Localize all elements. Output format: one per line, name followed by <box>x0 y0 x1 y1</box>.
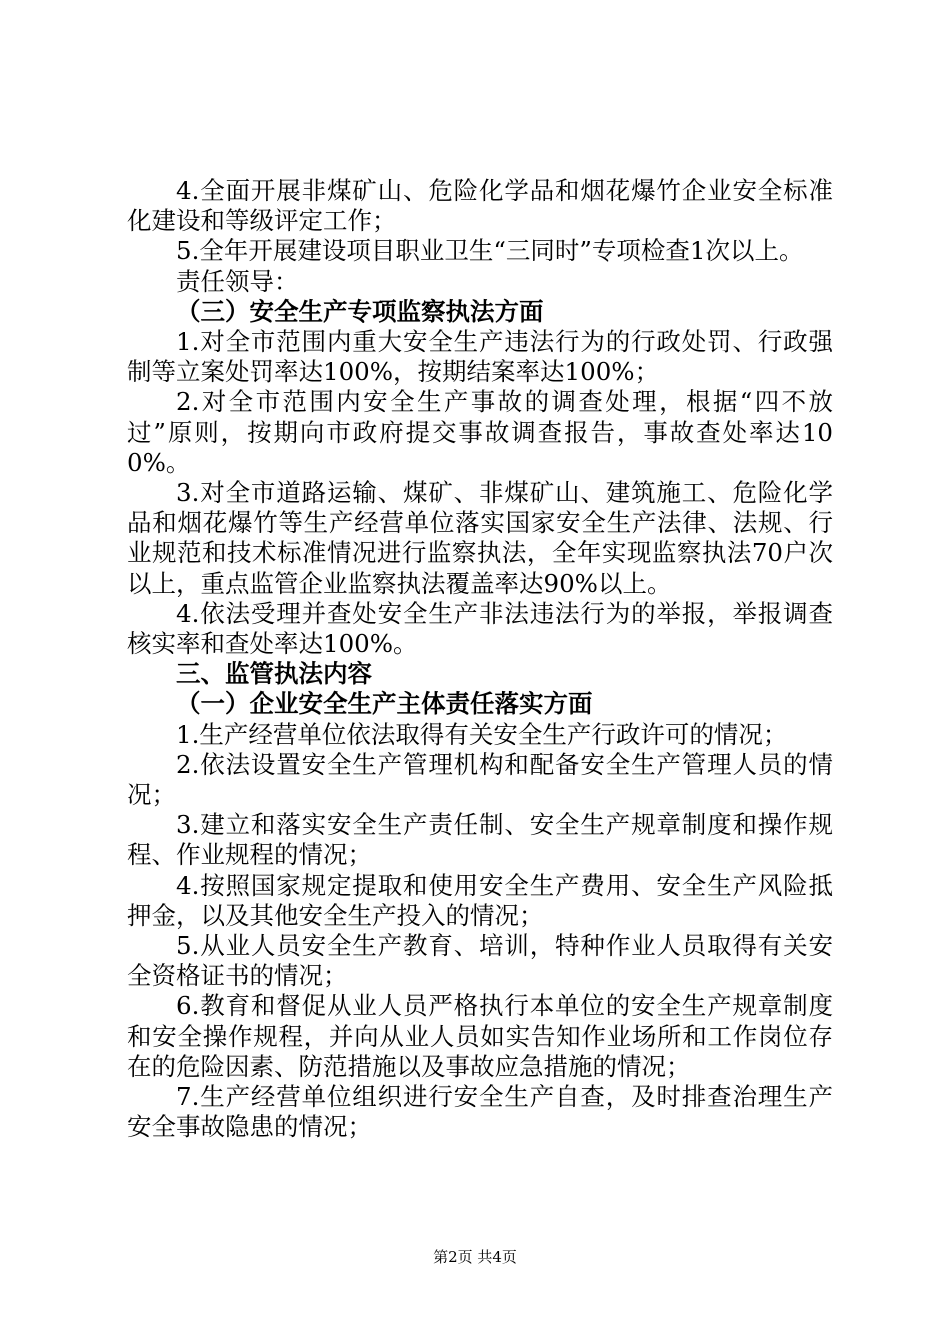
section-heading-supervision-content: 三、监管执法内容 <box>176 659 372 689</box>
paragraph-item-4-standardization: 4.全面开展非煤矿山、危险化学品和烟花爆竹企业安全标准化建设和等级评定工作； <box>127 176 833 236</box>
paragraph-responsibility-item-5: 5.从业人员安全生产教育、培训，特种作业人员取得有关安全资格证书的情况； <box>127 931 833 991</box>
paragraph-responsibility-item-2: 2.依法设置安全生产管理机构和配备安全生产管理人员的情况； <box>127 749 833 810</box>
subsection-heading-enterprise-responsibility: （一）企业安全生产主体责任落实方面 <box>176 689 593 719</box>
paragraph-enforcement-item-1: 1.对全市范围内重大安全生产违法行为的行政处罚、行政强制等立案处罚率达100%，按期结案率达100%； <box>127 327 833 387</box>
paragraph-responsibility-item-1: 1.生产经营单位依法取得有关安全生产行政许可的情况； <box>176 719 788 749</box>
paragraph-enforcement-item-2: 2.对全市范围内安全生产事故的调查处理，根据“四不放过”原则，按期向市政府提交事故调查报告，事故查处率达100%。 <box>127 387 833 477</box>
section-heading-special-enforcement: （三）安全生产专项监察执法方面 <box>176 296 544 326</box>
paragraph-item-5-occupational-health: 5.全年开展建设项目职业卫生“三同时”专项检查1次以上。 <box>176 236 804 266</box>
document-body <box>127 176 833 1143</box>
paragraph-responsibility-item-4: 4.按照国家规定提取和使用安全生产费用、安全生产风险抵押金，以及其他安全生产投入的情况； <box>127 870 833 930</box>
paragraph-responsibility-item-7: 7.生产经营单位组织进行安全生产自查，及时排查治理生产安全事故隐患的情况； <box>127 1082 833 1142</box>
paragraph-responsibility-item-6: 6.教育和督促从业人员严格执行本单位的安全生产规章制度和安全操作规程，并向从业人员如实告知作业场所和工作岗位存在的危险因素、防范措施以及事故应急措施的情况； <box>127 991 833 1081</box>
paragraph-responsible-leader: 责任领导： <box>176 266 299 296</box>
paragraph-responsibility-item-3: 3.建立和落实安全生产责任制、安全生产规章制度和操作规程、作业规程的情况； <box>127 810 833 870</box>
paragraph-enforcement-item-3: 3.对全市道路运输、煤矿、非煤矿山、建筑施工、危险化学品和烟花爆竹等生产经营单位落实国家安全生产法律、法规、行业规范和技术标准情况进行监察执法，全年实现监察执法70户次以上，重点监管企业监察执法覆盖率达90%以上。 <box>127 478 833 598</box>
page-number-footer: 第2页 共4页 <box>433 1248 517 1266</box>
paragraph-enforcement-item-4: 4.依法受理并查处安全生产非法违法行为的举报，举报调查核实率和查处率达100%。 <box>127 598 833 659</box>
